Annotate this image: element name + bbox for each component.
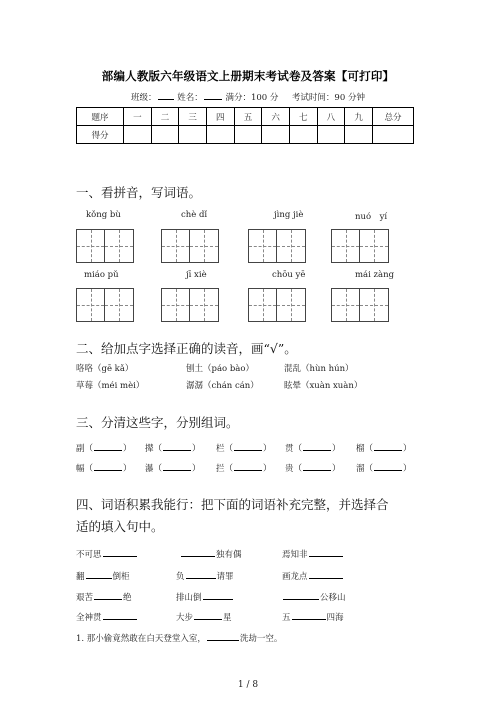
idiom-text: 星 [223,613,232,623]
character-prompt: 拦（ [216,464,234,474]
section-4-heading [76,495,389,513]
character-prompt: 榴（ [356,444,374,454]
score-header-cell: 九 [345,108,373,126]
score-cell[interactable] [151,126,179,144]
idiom-text: 不可思 [76,550,102,560]
idiom-item [76,590,132,603]
section-4-title: 词语积累我能行：把下面的词语补充完整，并选择合 [101,497,389,512]
answer-blank[interactable] [303,461,331,471]
answer-blank[interactable] [103,610,137,620]
idiom-text: 公移山 [320,593,346,603]
idiom-text: 艰苦 [76,593,94,603]
close-paren: ） [403,444,412,454]
answer-blank[interactable] [234,461,262,471]
pinyin-label: mái zàng [355,270,395,280]
character-prompt: 撵（ [145,444,163,454]
writing-grid[interactable] [76,229,134,263]
score-header-cell: 七 [289,108,317,126]
exam-time: 考试时间：90 分钟 [291,93,365,103]
word-group-item [356,461,412,474]
word-group-item [145,441,201,454]
answer-blank[interactable] [94,461,122,471]
score-header-cell: 二 [151,108,179,126]
section-4-title-cont: 适的填入句中。 [76,519,164,534]
character-prompt: 幅（ [76,464,94,474]
pinyin-label: kǒng bù [86,210,121,220]
character-prompt: 栏（ [216,444,234,454]
word-group-item [76,441,132,454]
word-group-item [216,461,272,474]
answer-blank[interactable] [103,547,137,557]
reading-choice[interactable]: 咯咯（gē kǎ） [76,364,134,374]
writing-grid[interactable] [248,229,306,263]
score-table-score-row [77,126,414,144]
writing-grid[interactable] [161,229,219,263]
score-header-cell: 题序 [77,108,124,126]
idiom-text: 负 [176,572,185,582]
section-2-title: 给加点字选择正确的读音，画“√”。 [101,341,297,356]
pinyin-label: jī xiè [186,270,207,280]
full-score: 满分：100 分 [225,93,279,103]
section-1-number: 一、 [76,185,102,200]
answer-blank[interactable] [163,441,191,451]
close-paren: ） [123,444,132,454]
answer-blank[interactable] [207,631,239,641]
reading-choice[interactable]: 潺潺（chán cán） [186,381,259,391]
pinyin-label: jìng jiè [274,210,304,220]
score-header-cell: 五 [234,108,262,126]
character-prompt: 贯（ [285,444,303,454]
section-1-heading [76,183,201,201]
reading-choice[interactable]: 眩晕（xuàn xuàn） [284,381,363,391]
section-4-number: 四、 [76,497,102,512]
writing-grid[interactable] [331,229,389,263]
name-label: 姓名： [177,93,203,103]
character-prompt: 贵（ [285,464,303,474]
section-3-number: 三、 [76,415,102,430]
word-group-item [145,461,201,474]
word-group-item [285,461,341,474]
idiom-item [180,547,242,560]
class-label: 班级： [131,93,157,103]
section-2-heading [76,339,297,357]
idiom-text: 大步 [176,613,194,623]
sentence-text: 洗劫一空。 [239,634,283,644]
page-number: 1 / 8 [237,680,259,690]
exam-info-line [0,90,496,103]
section-1-title: 看拼音，写词语。 [101,185,202,200]
idiom-text: 请罪 [216,572,234,582]
idiom-item [176,590,234,603]
idiom-item [282,547,344,560]
writing-grid[interactable] [161,288,219,322]
pinyin-label: miáo pǔ [84,270,119,280]
close-paren: ） [263,444,272,454]
score-cell[interactable] [345,126,373,144]
idiom-text: 独有偶 [216,550,242,560]
pinyin-label: nuó yí [355,212,388,222]
section-3-heading [76,413,239,431]
writing-grid[interactable] [248,288,306,322]
writing-grid[interactable] [331,288,389,322]
answer-blank[interactable] [374,461,402,471]
idiom-text: 四海 [326,613,344,623]
character-prompt: 瀑（ [145,464,163,474]
idiom-text: 排山倒 [176,593,202,603]
score-table-header-row [77,108,414,126]
answer-blank[interactable] [203,590,233,600]
section-3-title: 分清这些字，分别组词。 [101,415,239,430]
answer-blank[interactable] [94,441,122,451]
idiom-text: 全神贯 [76,613,102,623]
score-header-cell: 一 [124,108,152,126]
idiom-text: 画龙点 [282,572,308,582]
answer-blank[interactable] [309,547,343,557]
name-blank [204,90,222,100]
idiom-text: 绝 [123,593,132,603]
close-paren: ） [263,464,272,474]
section-2-number: 二、 [76,341,102,356]
score-row-label: 得分 [77,126,124,144]
pinyin-label: chōu yē [272,270,306,280]
idiom-text: 倒柜 [112,572,130,582]
close-paren: ） [192,444,201,454]
answer-blank[interactable] [181,547,215,557]
reading-choice[interactable]: 草莓（méi mèi） [76,381,145,391]
idiom-text: 五 [282,613,291,623]
answer-blank[interactable] [194,610,222,620]
reading-choice[interactable]: 混乱（hùn hún） [284,364,354,374]
score-cell[interactable] [373,126,414,144]
idiom-item [282,569,344,582]
score-header-cell: 六 [262,108,290,126]
score-cell[interactable] [262,126,290,144]
score-cell[interactable] [124,126,152,144]
close-paren: ） [192,464,201,474]
close-paren: ） [332,464,341,474]
idiom-text: 焉知非 [282,550,308,560]
word-group-item [285,441,341,454]
word-group-item [216,441,272,454]
answer-blank[interactable] [303,441,331,451]
idiom-item [76,547,138,560]
score-header-cell: 总分 [373,108,414,126]
writing-grid[interactable] [76,288,134,322]
fill-sentence [76,631,282,644]
idiom-item [176,610,232,623]
idiom-item [76,610,138,623]
idiom-item [282,610,344,623]
score-cell[interactable] [234,126,262,144]
idiom-item [282,590,346,603]
score-header-cell: 八 [317,108,345,126]
reading-choice[interactable]: 刨土（páo bào） [186,364,254,374]
answer-blank[interactable] [94,590,122,600]
close-paren: ） [332,444,341,454]
answer-blank[interactable] [163,461,191,471]
document-title: 部编人教版六年级语文上册期末考试卷及答案【可打印】 [101,69,395,83]
score-cell[interactable] [179,126,207,144]
word-group-item [356,441,412,454]
word-group-item [76,461,132,474]
answer-blank[interactable] [86,569,112,579]
score-cell[interactable] [289,126,317,144]
answer-blank[interactable] [292,610,326,620]
pinyin-label: chè dǐ [181,210,208,220]
idiom-text: 翻 [76,572,85,582]
answer-blank[interactable] [309,569,343,579]
score-header-cell: 三 [179,108,207,126]
close-paren: ） [403,464,412,474]
score-cell[interactable] [317,126,345,144]
answer-blank[interactable] [234,441,262,451]
answer-blank[interactable] [374,441,402,451]
close-paren: ） [123,464,132,474]
class-blank [158,90,174,100]
sentence-text: 1. 那小偷竟然敢在白天登堂入室， [76,634,206,644]
answer-blank[interactable] [186,569,216,579]
score-header-cell: 四 [206,108,234,126]
score-cell[interactable] [206,126,234,144]
idiom-item [76,569,130,582]
idiom-item [176,569,234,582]
answer-blank[interactable] [283,590,319,600]
score-table [76,107,414,144]
character-prompt: 溜（ [356,464,374,474]
character-prompt: 副（ [76,444,94,454]
